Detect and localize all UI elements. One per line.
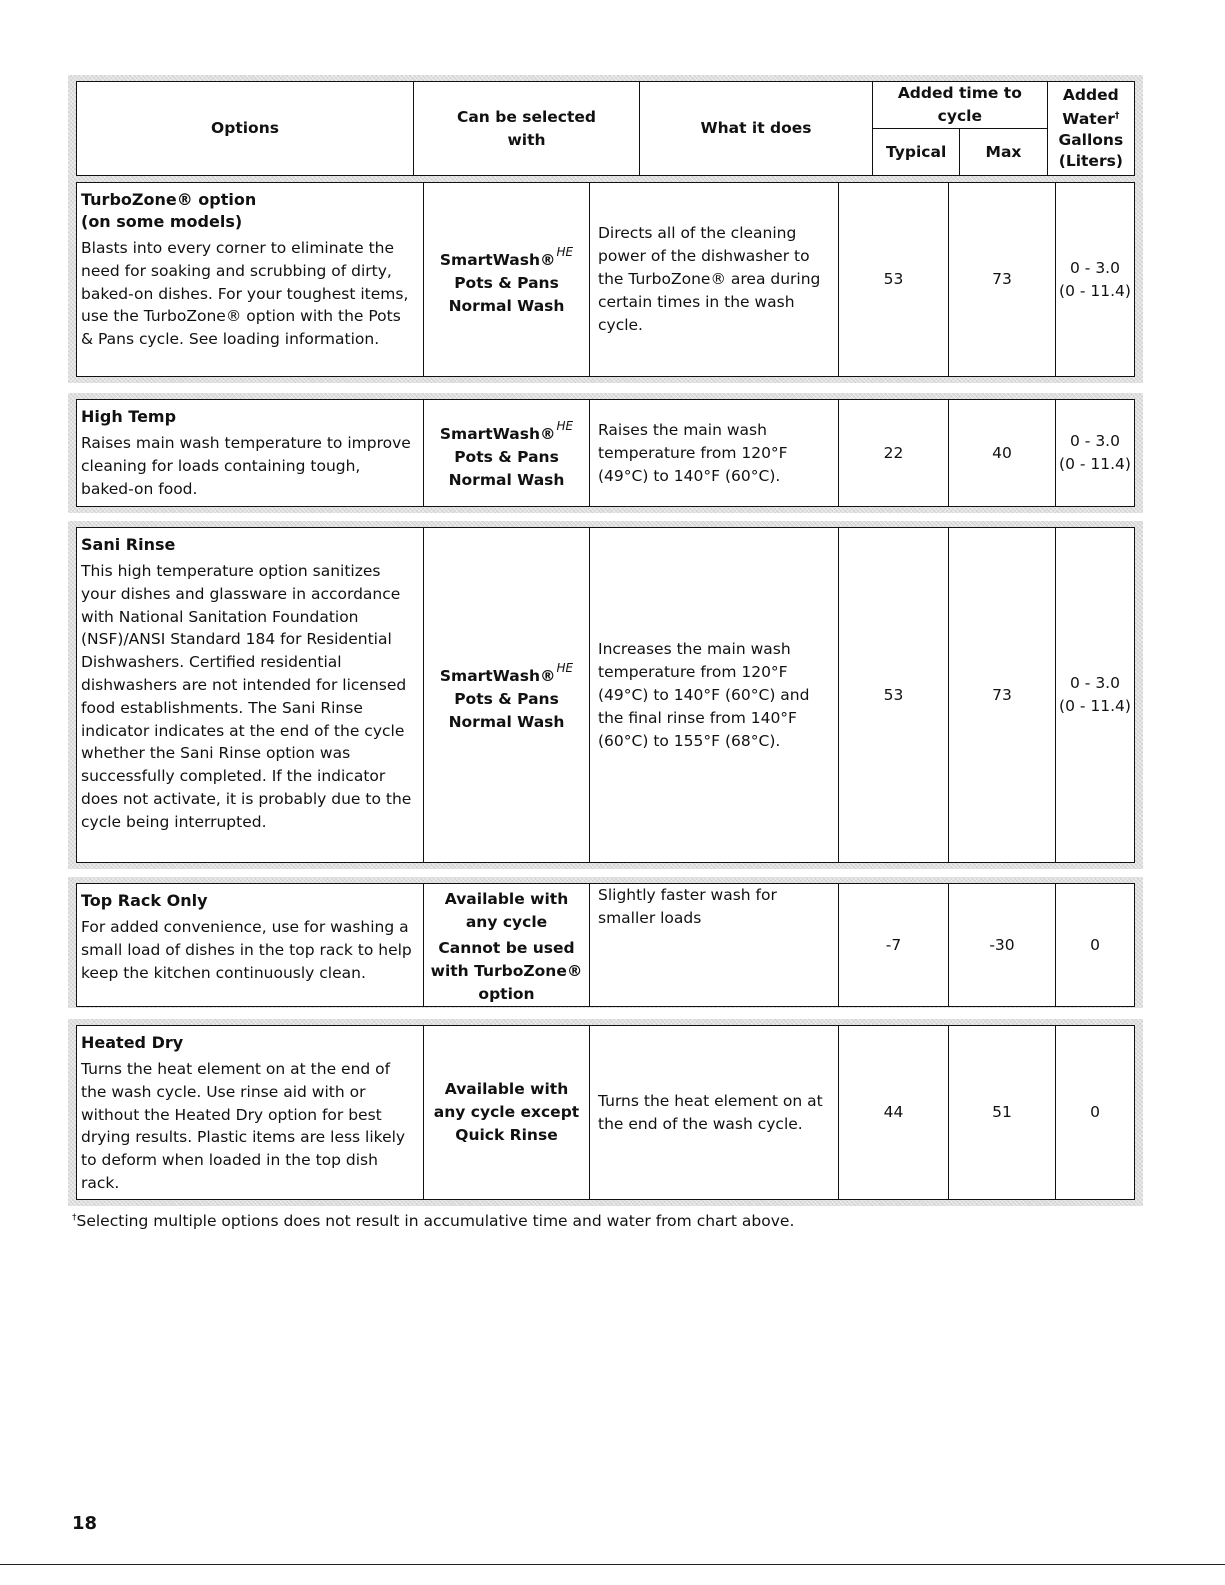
option-cell [77, 183, 424, 377]
typical-time: 53 [839, 183, 949, 377]
added-water-cell [1056, 884, 1135, 1007]
what-it-does-cell: Slightly faster wash for smaller loads [590, 884, 839, 1007]
header-water-line3: Gallons [1058, 131, 1124, 149]
he-logo: HE [556, 418, 574, 433]
header-water-line1: Added [1062, 86, 1119, 104]
footnote [72, 1212, 794, 1230]
option-title: Top Rack Only [81, 891, 208, 910]
header-what-it-does: What it does [640, 82, 873, 176]
water-liters: (0 - 11.4) [1059, 697, 1131, 715]
header-options: Options [77, 82, 414, 176]
water-gallons: 0 - 3.0 [1070, 432, 1120, 450]
selectable-line: with TurboZone® [430, 962, 583, 980]
bottom-rule [0, 1564, 1225, 1565]
selectable-text: SmartWash® [439, 424, 556, 443]
water-liters: (0 - 11.4) [1059, 281, 1131, 300]
selectable-text: SmartWash® [439, 251, 556, 269]
header-dagger: † [1114, 111, 1120, 121]
table-row [76, 527, 1135, 863]
option-title: High Temp [81, 407, 177, 426]
footnote-text: Selecting multiple options does not result in accumulative time and water from chart above. [76, 1212, 795, 1230]
selectable-cell [424, 884, 590, 1007]
water-gallons: 0 - 3.0 [1070, 674, 1120, 692]
row-block-high-temp [68, 393, 1143, 513]
selectable-line [424, 415, 589, 446]
header-typical: Typical [873, 129, 960, 176]
page-number: 18 [72, 1513, 98, 1534]
selectable-line: Pots & Pans [454, 689, 559, 708]
max-time: 73 [949, 528, 1056, 863]
header-water-line4: (Liters) [1058, 152, 1123, 170]
row-block-top-rack-only [68, 877, 1143, 1008]
selectable-line: Pots & Pans [454, 274, 559, 292]
selectable-line: Pots & Pans [454, 447, 559, 466]
header-can-be-selected: Can be selected with [414, 82, 640, 176]
selectable-line: Available with [444, 1080, 569, 1098]
footnote-mark: † [72, 1213, 77, 1223]
max-time: 51 [949, 1026, 1056, 1200]
option-subtitle: (on some models) [81, 212, 243, 231]
row-block-heated-dry [68, 1019, 1143, 1206]
option-cell [77, 400, 424, 507]
he-logo: HE [556, 660, 574, 675]
header-max: Max [960, 129, 1047, 176]
table-row [76, 1025, 1135, 1200]
max-time: -30 [949, 884, 1056, 1007]
selectable-line: option [478, 985, 535, 1003]
he-logo: HE [556, 245, 574, 259]
selectable-line [424, 657, 589, 688]
water-gallons: 0 [1090, 1103, 1100, 1121]
typical-time: 44 [839, 1026, 949, 1200]
water-liters: (0 - 11.4) [1059, 455, 1131, 473]
added-water-cell [1056, 1026, 1135, 1200]
header-added-water [1047, 82, 1134, 176]
selectable-line: Available with [444, 890, 569, 908]
selectable-line: Cannot be used [438, 939, 575, 957]
selectable-text: SmartWash® [439, 666, 556, 685]
header-added-time: Added time to cycle [873, 82, 1048, 129]
table-row [76, 399, 1135, 507]
selectable-line: Normal Wash [448, 470, 565, 489]
option-cell [77, 884, 424, 1007]
option-description: Raises main wash temperature to improve cleaning for loads containing tough, baked-on food. [81, 434, 411, 498]
option-description: Blasts into every corner to eliminate the need for soaking and scrubbing of dirty, baked-on dishes. For your toughest items, use the TurboZone® option with the Pots & Pans cycle. See loading information. [81, 239, 409, 349]
what-it-does-cell: Turns the heat element on at the end of the wash cycle. [590, 1026, 839, 1200]
table-row [76, 883, 1135, 1007]
what-it-does-cell: Directs all of the cleaning power of the dishwasher to the TurboZone® area during certain times in the wash cycle. [590, 183, 839, 377]
option-description: For added convenience, use for washing a small load of dishes in the top rack to help keep the kitchen continuously clean. [81, 918, 412, 982]
table-row [76, 182, 1135, 377]
max-time: 73 [949, 183, 1056, 377]
selectable-cell [424, 183, 590, 377]
water-gallons: 0 - 3.0 [1070, 258, 1120, 277]
selectable-cell [424, 400, 590, 507]
selectable-line: any cycle except [433, 1103, 580, 1121]
option-cell [77, 1026, 424, 1200]
what-it-does-cell: Raises the main wash temperature from 120°F (49°C) to 140°F (60°C). [590, 400, 839, 507]
option-cell [77, 528, 424, 863]
max-time: 40 [949, 400, 1056, 507]
added-water-cell [1056, 183, 1135, 377]
typical-time: -7 [839, 884, 949, 1007]
header-table [76, 81, 1135, 176]
typical-time: 53 [839, 528, 949, 863]
option-title: Heated Dry [81, 1033, 184, 1052]
row-block-turbozone [68, 176, 1143, 383]
selectable-cell [424, 528, 590, 863]
option-title: TurboZone® option [81, 190, 257, 209]
option-title: Sani Rinse [81, 535, 176, 554]
row-block-sani-rinse [68, 521, 1143, 869]
selectable-line: Normal Wash [448, 712, 565, 731]
option-description: This high temperature option sanitizes your dishes and glassware in accordance with National Sanitation Foundation (NSF)/ANSI Standard 184 for Residential Dishwashers. Certified residential dishwashers are not intended for licensed food establishments. The Sani Rinse indicator indicates at the end of the cycle whether the Sani Rinse option was successfully completed. If the indicator does not activate, it is probably due to the cycle being interrupted. [81, 562, 412, 831]
typical-time: 22 [839, 400, 949, 507]
selectable-cell [424, 1026, 590, 1200]
selectable-line: Quick Rinse [455, 1126, 558, 1144]
what-it-does-cell: Increases the main wash temperature from 120°F (49°C) to 140°F (60°C) and the final rinse from 140°F (60°C) to 155°F (68°C). [590, 528, 839, 863]
selectable-line [424, 241, 589, 272]
water-gallons: 0 [1090, 935, 1100, 954]
table-header-block [68, 75, 1143, 182]
selectable-line: any cycle [465, 913, 548, 931]
header-water-line2-wrap [1048, 106, 1134, 130]
added-water-cell [1056, 400, 1135, 507]
selectable-line: Normal Wash [448, 297, 565, 315]
option-description: Turns the heat element on at the end of the wash cycle. Use rinse aid with or without the Heated Dry option for best drying results. Plastic items are less likely to deform when loaded in the top dish rack. [81, 1060, 406, 1192]
added-water-cell [1056, 528, 1135, 863]
header-water-line2: Water [1062, 110, 1115, 128]
